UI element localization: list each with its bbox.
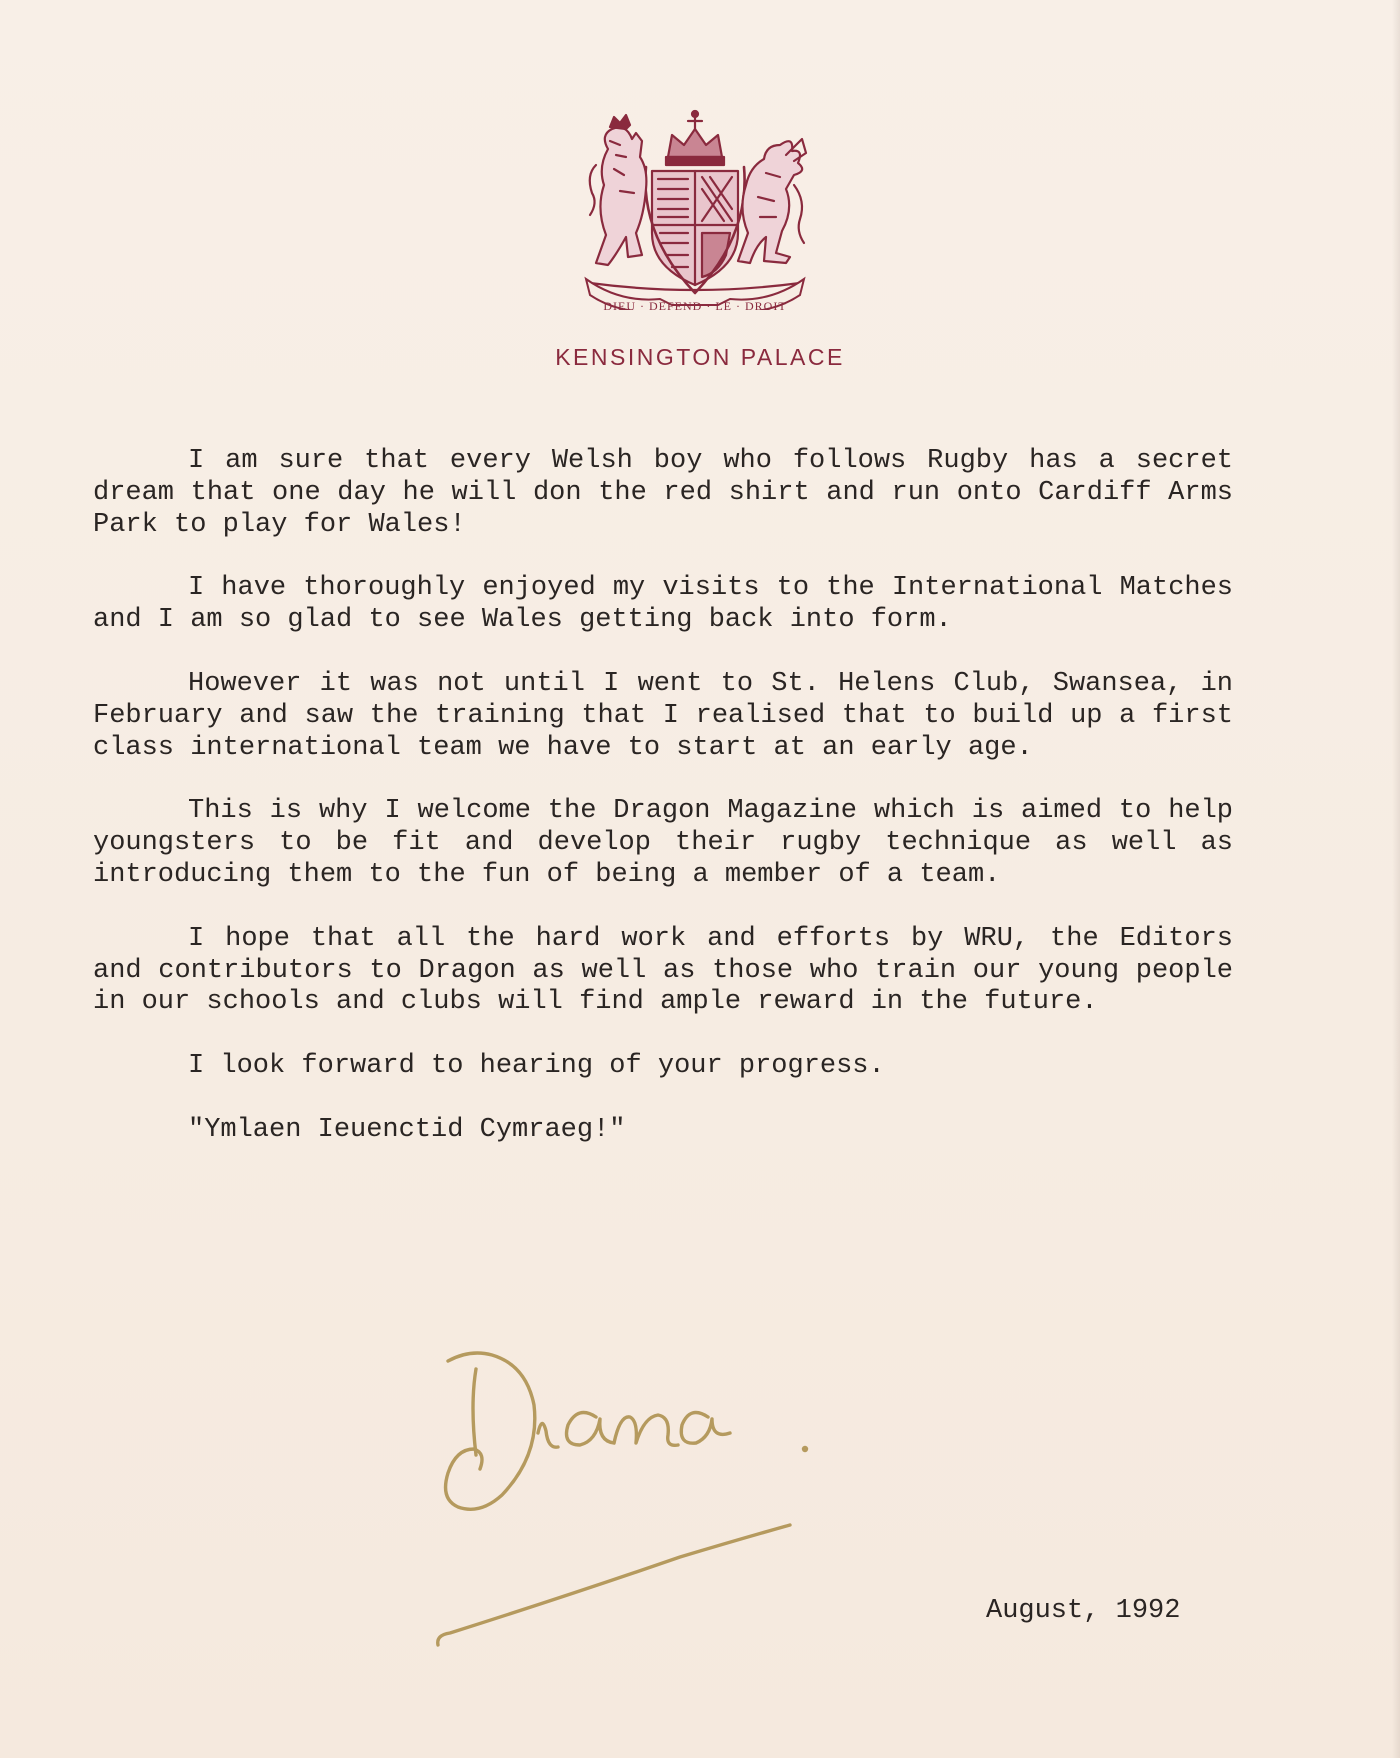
- paragraph-4: This is why I welcome the Dragon Magazine which is aimed to help youngsters to be fit and develop their rugby technique as well as introducing them to the fun of being a member of a team.: [93, 796, 1233, 890]
- paragraph-5: I hope that all the hard work and efforts by WRU, the Editors and contributors to Dragon as well as those who train our young people in our schools and clubs will find ample reward in the future.: [93, 923, 1233, 1018]
- paragraph-2: I have thoroughly enjoyed my visits to the International Matches and I am so glad to see Wales getting back into form.: [93, 573, 1233, 636]
- letter-date: August, 1992: [986, 1596, 1181, 1626]
- handwritten-signature: [430, 1345, 910, 1665]
- paragraph-6: I look forward to hearing of your progress.: [188, 1051, 885, 1082]
- coat-of-arms-icon: [580, 105, 810, 310]
- closing-phrase: "Ymlaen Ieuenctid Cymraeg!": [188, 1114, 626, 1145]
- paragraph-1: I am sure that every Welsh boy who follows Rugby has a secret dream that one day he will don the red shirt and run onto Cardiff Arms Park to play for Wales!: [93, 446, 1233, 540]
- letter-body: [93, 446, 1233, 1179]
- motto-text: DIEU · DEFEND · LE · DROIT: [603, 299, 787, 310]
- letterhead-title: KENSINGTON PALACE: [555, 344, 845, 370]
- page-edge-shadow: [1392, 0, 1400, 1758]
- paragraph-3: However it was not until I went to St. Helens Club, Swansea, in February and saw the training that I realised that to build up a first class international team we have to start at an early age.: [93, 668, 1233, 763]
